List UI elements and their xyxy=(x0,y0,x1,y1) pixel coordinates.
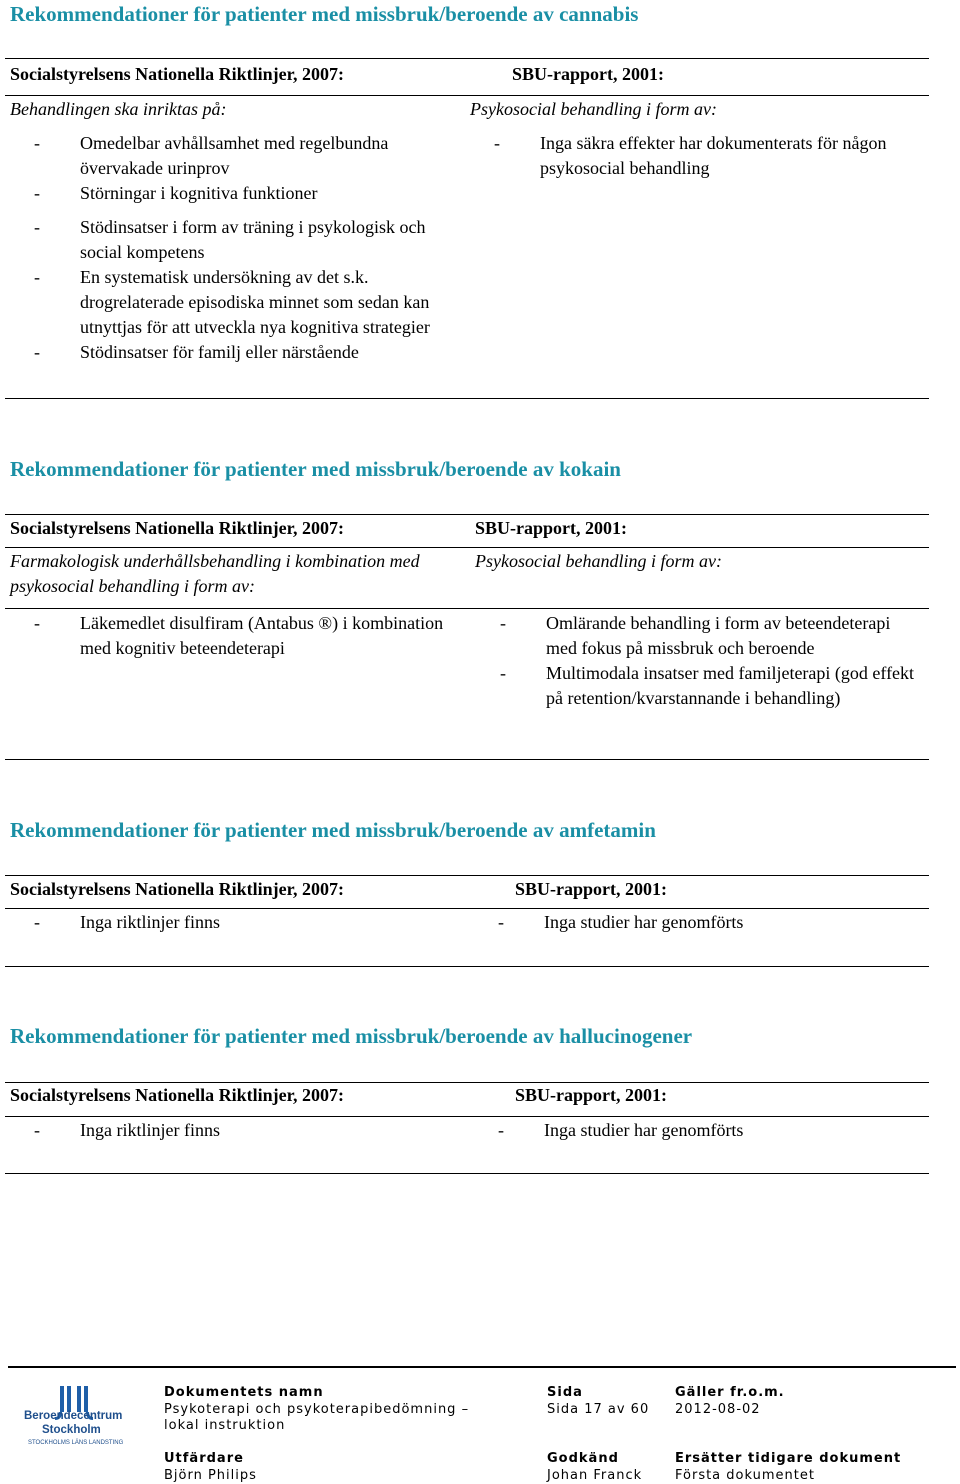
list-item: - Störningar i kognitiva funktioner xyxy=(34,181,459,206)
left-column-head: Socialstyrelsens Nationella Riktlinjer, 2007: xyxy=(10,1085,344,1105)
right-column-head: SBU-rapport, 2001: xyxy=(515,1085,667,1105)
cannabis-right-list xyxy=(494,131,914,181)
page-number: Sida 17 av 60 xyxy=(547,1402,650,1417)
section-heading-cannabis: Rekommendationer för patienter med missbruk/beroende av cannabis xyxy=(10,2,639,26)
doc-name-label: Dokumentets namn xyxy=(164,1385,324,1400)
list-item: - Inga studier har genomförts xyxy=(498,1118,923,1143)
hallucinogener-left-list xyxy=(34,1118,459,1143)
divider xyxy=(5,1116,929,1117)
divider xyxy=(5,95,929,96)
list-item: - Omlärande behandling i form av beteendeterapi med fokus på missbruk och beroende xyxy=(500,611,925,661)
right-subheading: Psykosocial behandling i form av: xyxy=(470,99,717,119)
right-column-head: SBU-rapport, 2001: xyxy=(515,879,667,899)
divider xyxy=(5,547,929,548)
replaces-label: Ersätter tidigare dokument xyxy=(675,1451,902,1466)
list-item: - En systematisk undersökning av det s.k. drogrelaterade episodiska minnet som sedan kan utnyttjas för att utveckla nya kognitiva strategier xyxy=(34,265,459,340)
left-column-head: Socialstyrelsens Nationella Riktlinjer, 2007: xyxy=(10,64,344,84)
left-subheading: Behandlingen ska inriktas på: xyxy=(10,99,227,119)
divider xyxy=(5,1173,929,1174)
doc-name-value-2: lokal instruktion xyxy=(164,1418,286,1433)
divider xyxy=(5,875,929,876)
left-column-head: Socialstyrelsens Nationella Riktlinjer, 2007: xyxy=(10,518,344,538)
divider xyxy=(5,58,929,59)
approved-label: Godkänd xyxy=(547,1451,619,1466)
list-item: - Läkemedlet disulfiram (Antabus ®) i kombination med kognitiv beteendeterapi xyxy=(34,611,459,661)
logo-line3: STOCKHOLMS LÄNS LANDSTING xyxy=(28,1440,124,1446)
issuer-value: Björn Philips xyxy=(164,1468,257,1483)
section-heading-kokain: Rekommendationer för patienter med missbruk/beroende av kokain xyxy=(10,457,621,481)
cannabis-left-list xyxy=(34,131,459,365)
list-item: - Inga studier har genomförts xyxy=(498,910,923,935)
list-item: - Stödinsatser i form av träning i psykologisk och social kompetens xyxy=(34,215,459,265)
left-column-head: Socialstyrelsens Nationella Riktlinjer, 2007: xyxy=(10,879,344,899)
section-heading-hallucinogener: Rekommendationer för patienter med missbruk/beroende av hallucinogener xyxy=(10,1024,693,1048)
footer-divider xyxy=(8,1366,956,1368)
logo-line1: Beroendecentrum xyxy=(24,1410,123,1422)
divider xyxy=(5,759,929,760)
divider xyxy=(5,608,929,609)
page-label: Sida xyxy=(547,1385,583,1400)
list-item: - Inga riktlinjer finns xyxy=(34,1118,459,1143)
list-item: - Stödinsatser för familj eller närstående xyxy=(34,340,459,365)
right-subheading: Psykosocial behandling i form av: xyxy=(475,551,722,571)
left-subheading: Farmakologisk underhållsbehandling i kombination med psykosocial behandling i form av: xyxy=(10,551,420,596)
divider xyxy=(5,908,929,909)
hallucinogener-right-list xyxy=(498,1118,923,1143)
amfetamin-right-list xyxy=(498,910,923,935)
logo-line2: Stockholm xyxy=(42,1424,101,1436)
kokain-left-list xyxy=(34,611,459,661)
right-column-head: SBU-rapport, 2001: xyxy=(475,518,627,538)
issuer-label: Utfärdare xyxy=(164,1451,244,1466)
section-heading-amfetamin: Rekommendationer för patienter med missbruk/beroende av amfetamin xyxy=(10,818,656,842)
list-item: - Omedelbar avhållsamhet med regelbundna övervakade urinprov xyxy=(34,131,459,181)
beroendecentrum-logo xyxy=(22,1384,132,1450)
doc-name-value: Psykoterapi och psykoterapibedömning – xyxy=(164,1402,470,1417)
divider xyxy=(5,1082,929,1083)
divider xyxy=(5,514,929,515)
divider xyxy=(5,398,929,399)
replaces-value: Första dokumentet xyxy=(675,1468,815,1483)
approved-value: Johan Franck xyxy=(547,1468,643,1483)
valid-from-label: Gäller fr.o.m. xyxy=(675,1385,785,1400)
valid-from-value: 2012-08-02 xyxy=(675,1402,761,1417)
list-item: - Inga säkra effekter har dokumenterats för någon psykosocial behandling xyxy=(494,131,914,181)
list-item: - Inga riktlinjer finns xyxy=(34,910,459,935)
kokain-right-list xyxy=(500,611,925,711)
amfetamin-left-list xyxy=(34,910,459,935)
list-item: - Multimodala insatser med familjeterapi (god effekt på retention/kvarstannande i behandling) xyxy=(500,661,925,711)
right-column-head: SBU-rapport, 2001: xyxy=(512,64,664,84)
divider xyxy=(5,966,929,967)
